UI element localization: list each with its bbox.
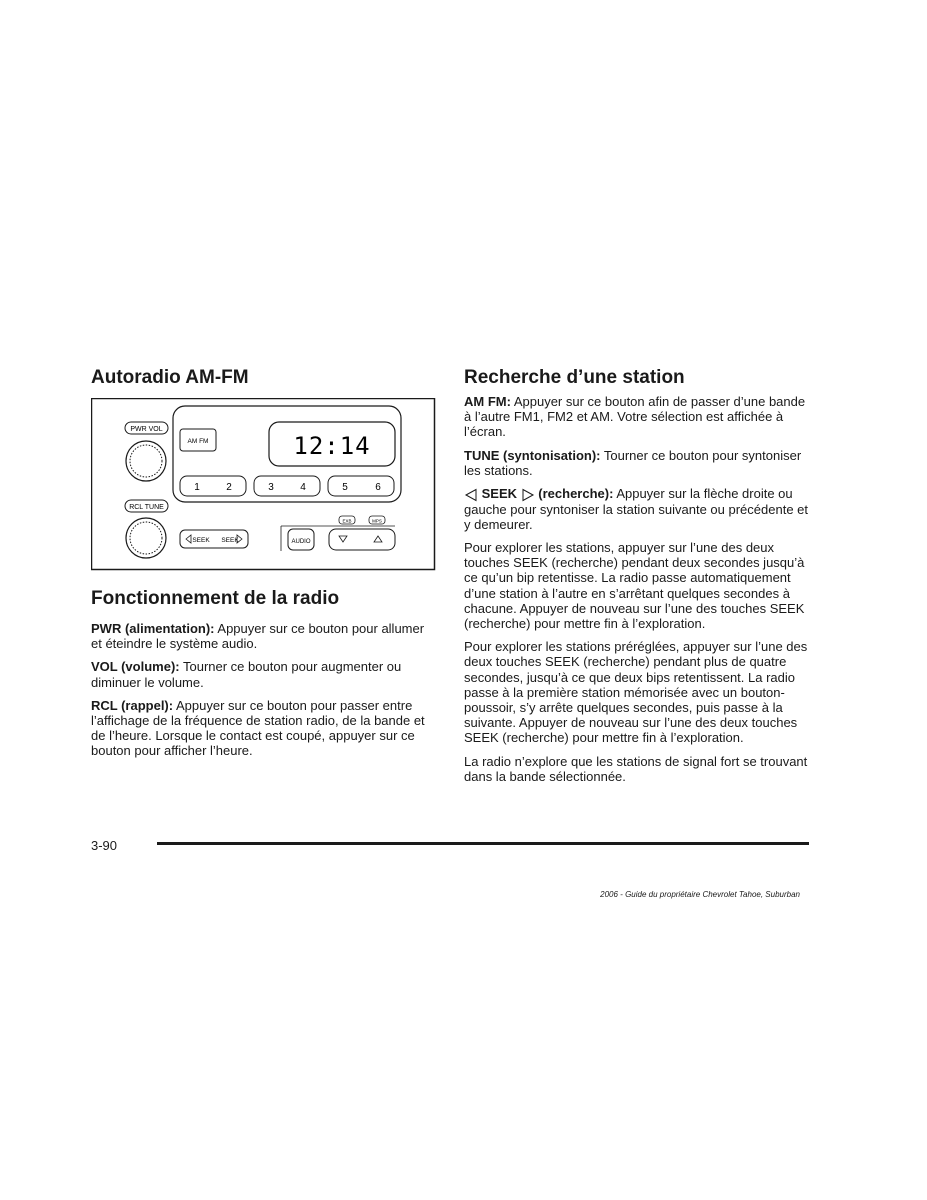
paragraph-tune: TUNE (syntonisation): Tourner ce bouton pour syntoniser les stations. <box>464 447 802 478</box>
amfm-button-label: AM FM <box>187 438 209 445</box>
seek-left-triangle-icon <box>464 488 478 502</box>
footer-doc-title: 2006 - Guide du propriétaire Chevrolet Tahoe, Suburban <box>600 890 800 899</box>
small-label-2: MPS <box>372 518 382 524</box>
paragraph-amfm: AM FM: Appuyer sur ce bouton afin de passer d’une bande à l’autre FM1, FM2 et AM. Votre sélection est affichée à l’écran. <box>464 394 806 440</box>
page-number: 3-90 <box>91 838 118 853</box>
display-time: 12:14 <box>293 432 371 460</box>
paragraph-seek: SEEK (recherche): Appuyer sur la flèche droite ou gauche pour syntoniser la station suivante ou précédente et y demeurer. <box>464 486 809 532</box>
paragraph-strong-signal: La radio n’explore que les stations de signal fort se trouvant dans la bande sélectionnée. <box>464 753 808 784</box>
seek-label: SEEK <box>481 486 518 502</box>
preset-1: 1 <box>194 482 200 493</box>
radio-illustration <box>91 398 436 571</box>
paragraph-rcl: RCL (rappel): Appuyer sur ce bouton pour passer entre l’affichage de la fréquence de station radio, de la bande et de l’heure. Lorsque le contact est coupé, appuyer sur ce bouton pour afficher l’heure. <box>91 697 425 759</box>
section-title-search: Recherche d’une station <box>464 367 685 388</box>
audio-button-label: AUDIO <box>291 539 311 545</box>
paragraph-pwr: PWR (alimentation): Appuyer sur ce bouton pour allumer et éteindre le système audio. <box>91 621 425 652</box>
paragraph-preset-scan: Pour explorer les stations préréglées, appuyer sur l’une des deux touches SEEK (recherche) pendant plus de quatre secondes, jusqu’à ce que deux bips retentissent. La radio passe à la première station mémorisée avec un bouton-poussoir, s’y arrête quelques secondes, puis passe à la suivante. Appuyer de nouveau sur l’une des deux touches SEEK (recherche) pour mettre fin à l’exploration. <box>464 639 808 746</box>
radio-faceplate <box>91 398 436 571</box>
knob2-label: RCL TUNE <box>129 504 164 511</box>
left-column <box>91 366 436 767</box>
preset-5: 5 <box>342 482 348 493</box>
preset-2: 2 <box>226 482 232 493</box>
preset-4: 4 <box>300 482 306 493</box>
small-label-1: EXB <box>342 518 352 524</box>
right-column <box>464 366 814 792</box>
knob1-label: PWR VOL <box>130 426 163 433</box>
preset-3: 3 <box>268 482 274 493</box>
paragraph-vol: VOL (volume): Tourner ce bouton pour augmenter ou diminuer le volume. <box>91 659 402 690</box>
footer-divider <box>157 842 809 845</box>
seek-left-label: SEEK <box>192 537 210 544</box>
preset-6: 6 <box>375 482 381 493</box>
seek-right-label: SEEK <box>221 537 239 544</box>
paragraph-scan: Pour explorer les stations, appuyer sur l’une des deux touches SEEK (recherche) pendant deux secondes jusqu’à ce qu’un bip retentisse. La radio passe automatiquement d’une station à l’autre en s’arrêtant quelques secondes à chacune. Appuyer de nouveau sur l’une des touches SEEK (recherche) pour mettre fin à l’exploration. <box>464 539 805 631</box>
rcl-tune-knob <box>126 518 166 558</box>
pwr-vol-knob <box>126 441 166 481</box>
section-title-radio: Autoradio AM-FM <box>91 367 249 388</box>
section-title-operation: Fonctionnement de la radio <box>91 588 340 609</box>
seek-right-triangle-icon <box>521 488 535 502</box>
